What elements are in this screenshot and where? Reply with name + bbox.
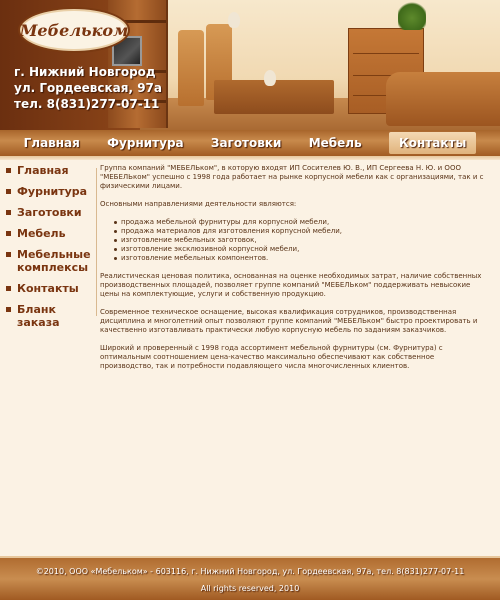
sidebar-item-label: Главная [17, 164, 69, 177]
bullet-icon [6, 307, 11, 312]
banner-vase-icon [228, 12, 240, 28]
sidebar-item-home[interactable] [6, 164, 92, 177]
sidebar-item-label: Контакты [17, 282, 79, 295]
sidebar-item-contacts[interactable] [6, 282, 92, 295]
sidebar-item-label: Фурнитура [17, 185, 88, 198]
list-item: изготовление мебельных компонентов. [114, 254, 486, 263]
bullet-icon [6, 231, 11, 236]
header-street: ул. Гордеевская, 97а [14, 81, 162, 95]
sidebar-item-furniture[interactable] [6, 227, 92, 240]
banner-coffee-table [214, 80, 334, 114]
header-banner [0, 0, 500, 130]
banner-vase-icon [264, 70, 276, 86]
footer-copyright: ©2010, ООО «Мебельком» - 603116, г. Нижний Новгород, ул. Гордеевская, 97а, тел. 8(831)277-07-11 [35, 567, 465, 576]
nav-item-furniture[interactable]: Мебель [308, 136, 362, 150]
sidebar-divider [96, 168, 97, 316]
sidebar-item-furniture-sets[interactable] [6, 248, 92, 274]
header-contacts [14, 64, 164, 112]
sidebar [6, 164, 92, 337]
tech-paragraph: Современное техническое оснащение, высокая квалификация сотрудников, производственная дисциплина и многолетний опыт позволяют группе компаний "МЕБЕЛЬком" быстро проектировать и качественно изготавливать практически любую корпусную мебель по заданиям заказчиков. [100, 308, 478, 334]
sidebar-item-order-form[interactable] [6, 303, 92, 329]
directions-heading: Основными направлениями деятельности являются: [100, 200, 297, 208]
list-item: продажа материалов для изготовления корпусной мебели, [114, 227, 486, 236]
sidebar-item-hardware[interactable] [6, 185, 92, 198]
footer [0, 556, 500, 600]
list-item: изготовление эксклюзивной корпусной мебели, [114, 245, 486, 254]
bullet-icon [6, 286, 11, 291]
directions-list [114, 218, 486, 263]
banner-chair [178, 30, 204, 106]
header-phone: тел. 8(831)277-07-11 [14, 97, 160, 111]
range-paragraph: Широкий и проверенный с 1998 года ассортимент мебельной фурнитуры (см. Фурнитура) с оптимальным соотношением цена-качество максимально обеспечивают как собственное производство, так и потребности подавляющего числа многочисленных клиентов. [100, 344, 443, 370]
sidebar-item-label: Мебельные комплексы [17, 248, 91, 274]
header-city: г. Нижний Новгород [14, 65, 156, 79]
bullet-icon [6, 210, 11, 215]
bullet-icon [6, 252, 11, 257]
policy-paragraph: Реалистическая ценовая политика, основанная на оценке необходимых затрат, наличие собственных производственных площадей, позволяет группе компаний "МЕБЕЛЬком" поддерживать невысокие цены на комплектующие, услуги и собственную продукцию. [100, 272, 482, 298]
nav-item-hardware[interactable]: Фурнитура [107, 136, 184, 150]
main-content [100, 164, 486, 380]
nav-item-home[interactable]: Главная [23, 136, 80, 150]
bullet-icon [6, 189, 11, 194]
sidebar-item-label: Мебель [17, 227, 66, 240]
banner-plant-icon [398, 0, 426, 30]
sidebar-item-label: Заготовки [17, 206, 82, 219]
banner-sofa [386, 72, 500, 126]
nav-divider [0, 156, 500, 160]
intro-paragraph: Группа компаний "МЕБЕЛЬком", в которую входят ИП Сосителев Ю. В., ИП Сергеева Н. Ю. и ООО "МЕБЕЛЬком" успешно с 1998 года работает на рынке корпусной мебели как с организациями, так и с физическими лицами. [100, 164, 484, 190]
list-item: изготовление мебельных заготовок, [114, 236, 486, 245]
footer-rights: All rights reserved, 2010 [200, 584, 300, 593]
nav-item-contacts[interactable]: Контакты [389, 132, 476, 154]
site-logo[interactable] [20, 9, 128, 51]
list-item: продажа мебельной фурнитуры для корпусной мебели, [114, 218, 486, 227]
nav-item-blanks[interactable]: Заготовки [210, 136, 282, 150]
main-nav [0, 130, 500, 156]
sidebar-item-label: Бланк заказа [17, 303, 60, 329]
sidebar-item-blanks[interactable] [6, 206, 92, 219]
bullet-icon [6, 168, 11, 173]
logo-text: Мебельком [19, 20, 129, 40]
